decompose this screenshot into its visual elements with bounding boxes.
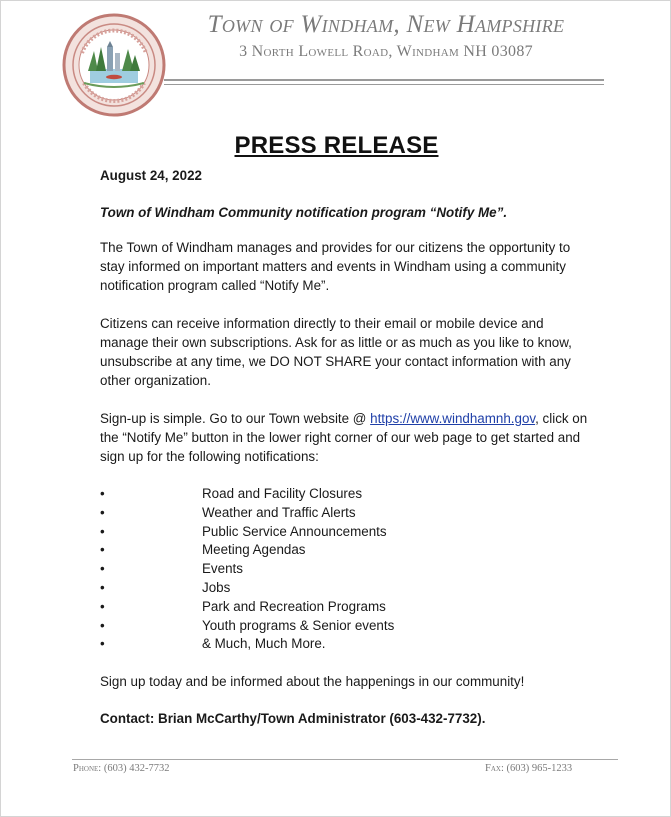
release-subject: Town of Windham Community notification program “Notify Me”. <box>100 205 508 220</box>
list-item <box>100 541 560 560</box>
list-item <box>100 617 560 636</box>
bullet-icon: • <box>100 579 105 595</box>
notification-list <box>100 485 560 654</box>
letterhead-address: 3 North Lowell Road, Windham NH 03087 <box>239 43 533 60</box>
town-website-link[interactable]: https://www.windhamnh.gov <box>370 411 536 426</box>
footer-divider <box>72 759 618 760</box>
bullet-icon: • <box>100 598 105 614</box>
list-item <box>100 523 560 542</box>
bullet-icon: • <box>100 523 105 539</box>
list-item <box>100 579 560 598</box>
paragraph-intro: The Town of Windham manages and provides for our citizens the opportunity to stay informed on important matters and events in Windham using a community notification program called “Notify Me”. <box>100 240 571 293</box>
notification-label: Park and Recreation Programs <box>202 598 386 614</box>
town-seal-logo <box>62 13 166 117</box>
notification-label: Meeting Agendas <box>202 542 306 558</box>
bullet-icon: • <box>100 636 105 652</box>
notification-label: Public Service Announcements <box>202 523 387 539</box>
list-item <box>100 485 560 504</box>
footer-fax: Fax: (603) 965-1233 <box>485 763 573 774</box>
letterhead-town-name: Town of Windham, New Hampshire <box>207 11 565 38</box>
list-item <box>100 504 560 523</box>
bullet-icon: • <box>100 561 105 577</box>
release-date: August 24, 2022 <box>100 168 202 183</box>
paragraph-signup <box>100 410 590 467</box>
notification-label: Youth programs & Senior events <box>202 617 395 633</box>
bullet-icon: • <box>100 486 105 501</box>
bullet-icon: • <box>100 542 105 558</box>
list-item <box>100 598 560 617</box>
bullet-icon: • <box>100 617 105 633</box>
notification-label: Road and Facility Closures <box>202 486 363 501</box>
letterhead-divider <box>164 79 604 85</box>
footer-phone: Phone: (603) 432-7732 <box>73 763 170 774</box>
notification-label: Jobs <box>202 579 231 595</box>
list-item <box>100 635 560 654</box>
bullet-icon: • <box>100 504 105 520</box>
page-title: PRESS RELEASE <box>234 132 439 159</box>
notification-label: Weather and Traffic Alerts <box>202 504 356 520</box>
notification-label: Events <box>202 561 243 577</box>
signup-text-before-link: Sign-up is simple. Go to our Town website @ <box>100 411 371 426</box>
contact-line: Contact: Brian McCarthy/Town Administrator (603-432-7732). <box>100 711 486 726</box>
list-item <box>100 560 560 579</box>
paragraph-subscriptions: Citizens can receive information directly to their email or mobile device and manage their own subscriptions. Ask for as little or as much as you like to know, unsubscribe at any time, we DO NOT SHARE your contact information with any other organization. <box>100 316 572 388</box>
paragraph-closing: Sign up today and be informed about the happenings in our community! <box>100 674 525 689</box>
notification-label: & Much, Much More. <box>202 636 326 652</box>
signup-text-after-link: , click on the “Notify Me” button in the lower right corner of our web page to get started and sign up for the following notifications: <box>100 411 588 464</box>
